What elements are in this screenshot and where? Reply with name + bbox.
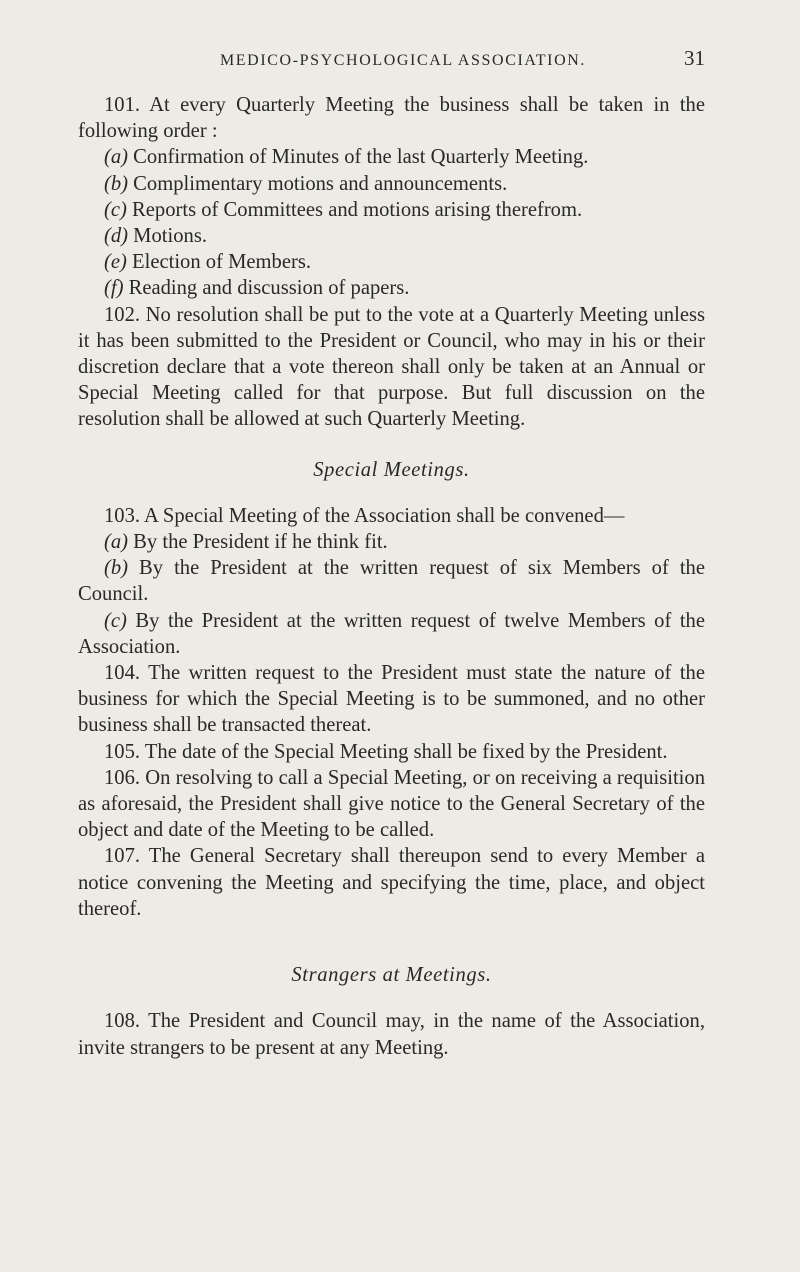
rule-103: 103. A Special Meeting of the Association shall be convened— [104, 504, 625, 527]
item-letter: (a) [104, 146, 129, 169]
item-letter: (c) [104, 198, 127, 221]
item-text: Complimentary motions and announcements. [133, 172, 508, 195]
item-letter: (e) [104, 251, 127, 274]
body-text [78, 92, 705, 1061]
item-letter: (d) [104, 225, 129, 248]
rule-103-item-a [78, 529, 705, 555]
rule-101-item-d [78, 223, 705, 249]
rule-101-item-f [78, 275, 705, 301]
section-heading-special-meetings: Special Meetings. [313, 458, 470, 481]
rule-108: 108. The President and Council may, in the name of the Association, invite strangers to be present at any Meeting. [78, 1010, 705, 1059]
rule-101-item-a [78, 144, 705, 170]
section-heading-strangers: Strangers at Meetings. [291, 964, 492, 987]
item-text: By the President if he think fit. [133, 531, 388, 554]
running-header [92, 46, 705, 72]
rule-103-item-b [78, 555, 705, 607]
item-text: By the President at the written request of twelve Members of the Association. [78, 609, 705, 658]
item-letter: (f) [104, 277, 124, 300]
item-letter: (b) [104, 172, 129, 195]
rule-103-item-c [78, 608, 705, 660]
item-text: Reports of Committees and motions arising therefrom. [132, 198, 583, 221]
item-letter: (b) [104, 557, 129, 580]
rule-102: 102. No resolution shall be put to the vote at a Quarterly Meeting unless it has been submitted to the President or Council, who may in his or their discretion declare that a vote thereon shall only be taken at an Annual or Special Meeting called for that purpose. But full discussion on the resolution shall be allowed at such Quarterly Meeting. [78, 303, 705, 431]
item-text: Confirmation of Minutes of the last Quarterly Meeting. [133, 146, 589, 169]
item-letter: (a) [104, 531, 129, 554]
item-letter: (c) [104, 609, 127, 632]
rule-101-item-e [78, 249, 705, 275]
item-text: Reading and discussion of papers. [128, 277, 410, 300]
header-title: MEDICO-PSYCHOLOGICAL ASSOCIATION. [219, 52, 586, 69]
rule-107: 107. The General Secretary shall thereupon send to every Member a notice convening the Meeting and specifying the time, place, and object thereof. [78, 845, 705, 920]
item-text: By the President at the written request of six Members of the Council. [78, 557, 705, 606]
rule-101: 101. At every Quarterly Meeting the business shall be taken in the following order : [78, 94, 705, 143]
item-text: Motions. [133, 225, 207, 248]
rule-101-item-c [78, 197, 705, 223]
rule-105: 105. The date of the Special Meeting shall be fixed by the President. [104, 740, 668, 763]
item-text: Election of Members. [132, 251, 312, 274]
rule-101-item-b [78, 171, 705, 197]
rule-104: 104. The written request to the President must state the nature of the business for which the Special Meeting is to be summoned, and no other business shall be transacted thereat. [78, 662, 705, 737]
rule-106: 106. On resolving to call a Special Meeting, or on receiving a requisition as aforesaid, the President shall give notice to the General Secretary of the object and date of the Meeting to be called. [78, 766, 705, 842]
page-number: 31 [684, 46, 705, 70]
